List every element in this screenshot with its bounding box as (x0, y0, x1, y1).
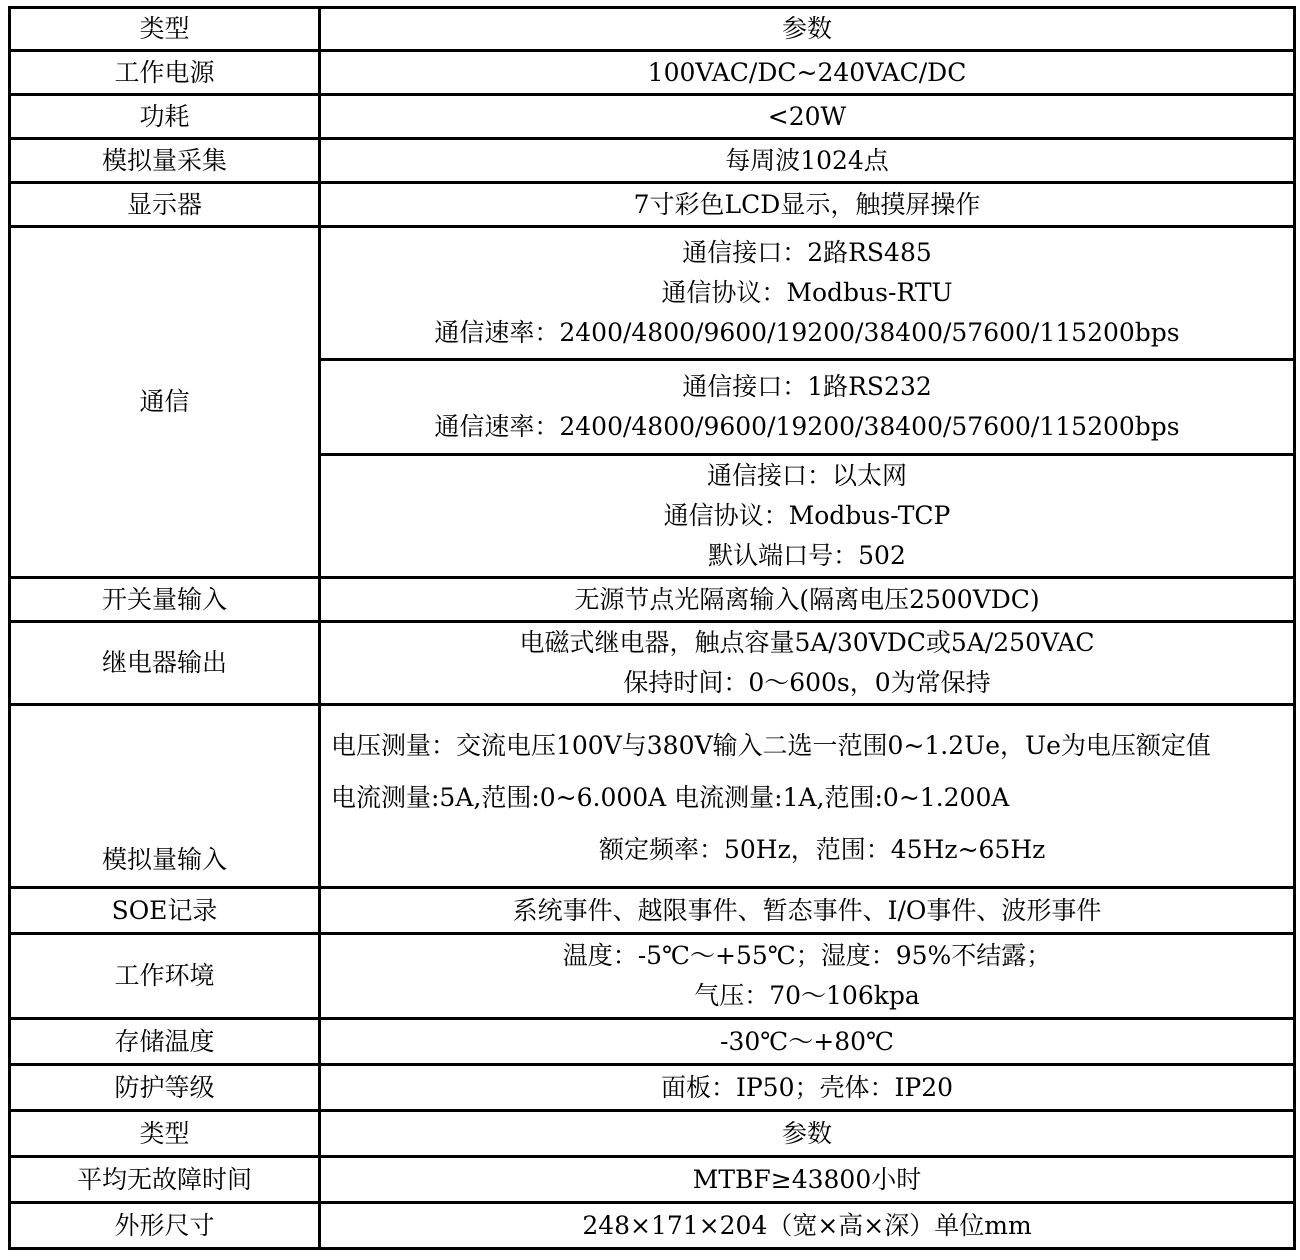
header-type: 类型 (10, 8, 320, 51)
cell-line: 保持时间：0～600s，0为常保持 (623, 668, 991, 697)
row-label: 功耗 (10, 95, 320, 139)
row-label: 工作环境 (10, 934, 320, 1019)
cell-line: 电压测量：交流电压100V与380V输入二选一范围0~1.2Ue，Ue为电压额定值 (331, 731, 1211, 760)
cell-line: 通信接口：2路RS485 (682, 238, 932, 267)
row-value: 无源节点光隔离输入(隔离电压2500VDC) (320, 578, 1295, 622)
cell-line: 电流测量:5A,范围:0~6.000A 电流测量:1A,范围:0~1.200A (331, 783, 1010, 812)
header-param: 参数 (320, 1111, 1295, 1157)
row-value: 100VAC/DC~240VAC/DC (320, 51, 1295, 95)
comm-rs485-cell (320, 227, 1295, 360)
row-label: 模拟量采集 (10, 139, 320, 183)
header-type: 类型 (10, 1111, 320, 1157)
table-row (10, 139, 1295, 183)
row-label: 继电器输出 (10, 622, 320, 705)
table-row (10, 95, 1295, 139)
row-label: 存储温度 (10, 1019, 320, 1065)
table-row (10, 1157, 1295, 1203)
cell-line: 通信协议：Modbus-TCP (663, 501, 951, 530)
row-label: 防护等级 (10, 1065, 320, 1111)
cell-line: 默认端口号：502 (708, 541, 906, 570)
row-value (320, 705, 1295, 888)
row-label: 平均无故障时间 (10, 1157, 320, 1203)
row-value: 每周波1024点 (320, 139, 1295, 183)
row-value: 248×171×204（宽×高×深）单位mm (320, 1203, 1295, 1249)
comm-rs232-cell (320, 360, 1295, 455)
row-value: -30℃～+80℃ (320, 1019, 1295, 1065)
row-label: 工作电源 (10, 51, 320, 95)
row-label: 外形尺寸 (10, 1203, 320, 1249)
row-label: SOE记录 (10, 888, 320, 934)
table-row (10, 622, 1295, 705)
cell-line: 通信接口：以太网 (706, 461, 907, 490)
cell-line: 通信速率：2400/4800/9600/19200/38400/57600/115200bps (434, 412, 1180, 441)
table-header-row (10, 1111, 1295, 1157)
table-row (10, 1203, 1295, 1249)
row-value: <20W (320, 95, 1295, 139)
row-value: 7寸彩色LCD显示，触摸屏操作 (320, 183, 1295, 227)
table-row (10, 1019, 1295, 1065)
table-row (10, 888, 1295, 934)
table-row (10, 51, 1295, 95)
row-label: 通信 (10, 227, 320, 578)
row-value (320, 622, 1295, 705)
cell-line: 通信协议：Modbus-RTU (661, 278, 953, 307)
table-row (10, 934, 1295, 1019)
comm-ethernet-cell (320, 455, 1295, 578)
table-header-row (10, 8, 1295, 51)
row-label: 开关量输入 (10, 578, 320, 622)
cell-line: 温度：-5℃～+55℃；湿度：95%不结露； (562, 941, 1052, 970)
row-label: 显示器 (10, 183, 320, 227)
cell-line: 电磁式继电器，触点容量5A/30VDC或5A/250VAC (519, 628, 1095, 657)
spec-table (8, 6, 1296, 1250)
header-param: 参数 (320, 8, 1295, 51)
table-row (10, 705, 1295, 888)
cell-line: 通信速率：2400/4800/9600/19200/38400/57600/115200bps (434, 318, 1180, 347)
table-row-communication (10, 227, 1295, 360)
row-value (320, 934, 1295, 1019)
row-value: 系统事件、越限事件、暂态事件、I/O事件、波形事件 (320, 888, 1295, 934)
table-row (10, 578, 1295, 622)
cell-line: 额定频率：50Hz，范围：45Hz~65Hz (599, 835, 1046, 864)
row-value: 面板：IP50；壳体：IP20 (320, 1065, 1295, 1111)
table-row (10, 183, 1295, 227)
cell-line: 通信接口：1路RS232 (682, 372, 932, 401)
table-row (10, 1065, 1295, 1111)
row-value: MTBF≥43800小时 (320, 1157, 1295, 1203)
row-label: 模拟量输入 (10, 705, 320, 888)
cell-line: 气压：70～106kpa (694, 981, 920, 1010)
